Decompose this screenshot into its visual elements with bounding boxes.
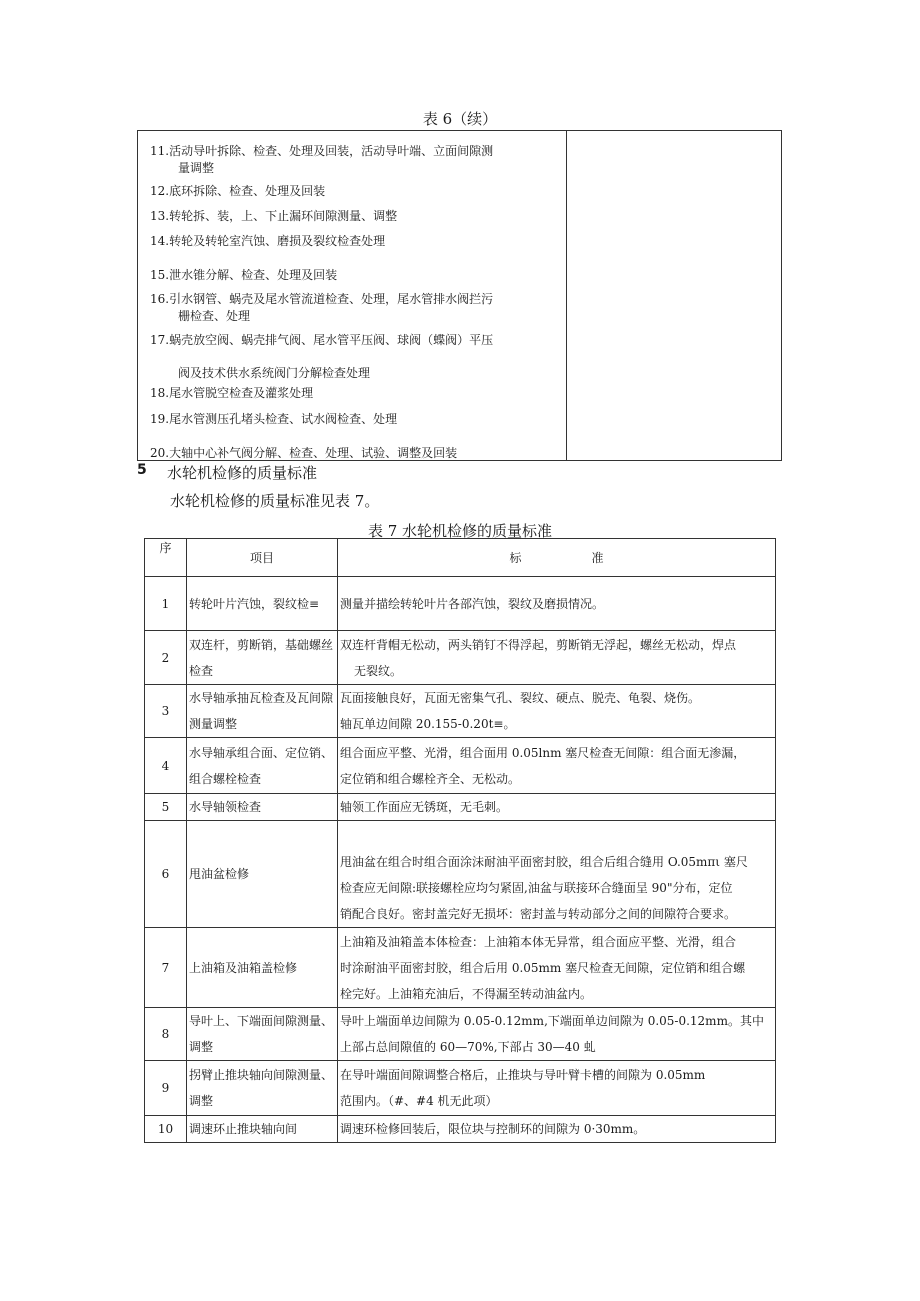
table6-caption: 表 6（续） [422, 110, 498, 128]
item-text: 19.尾水管测压孔堵头检查、试水阀检查、处理 [150, 412, 398, 426]
table-row [145, 928, 776, 1008]
standard-line: 上部占总间隙值的 60—70%,下部占 30—40 虬 [340, 1040, 596, 1054]
standard-line: 无裂纹。 [354, 663, 403, 678]
row-item: 调速环止推块轴向间 [187, 1116, 338, 1143]
table6-item-11 [150, 143, 550, 177]
table6-item-18 [150, 385, 550, 402]
table6-item-17-continuation [150, 365, 550, 382]
table-row [145, 738, 776, 794]
row-standard [338, 928, 776, 1008]
section-number: 5 [137, 462, 147, 478]
standard-line: 轴瓦单边间隙 20.155-0.20t≡。 [340, 717, 516, 731]
standard-line: 栓完好。上油箱充油后，不得漏至转动油盆内。 [340, 986, 593, 1001]
item-text: 12.底环拆除、检查、处理及回装 [150, 184, 326, 198]
row-standard [338, 738, 776, 794]
standard-line: 检查应无间隙:联接螺栓应均匀紧固,油盆与联接环合缝面呈 90"分布，定位 [340, 881, 733, 895]
row-number: 4 [145, 738, 187, 794]
table7 [144, 538, 776, 1143]
standard-line: 测量并描绘转轮叶片各部汽蚀，裂纹及磨损情况。 [340, 596, 605, 611]
table6-item-16 [150, 291, 550, 325]
row-item: 水导轴承抽瓦检查及瓦间隙测量调整 [187, 685, 338, 738]
row-standard [338, 631, 776, 685]
table-row [145, 1116, 776, 1143]
row-number: 8 [145, 1008, 187, 1061]
row-standard [338, 1008, 776, 1061]
item-text: 17.蜗壳放空阀、蜗壳排气阀、尾水管平压阀、球阀（蝶阀）平压 [150, 333, 494, 347]
row-item: 水导轴领检查 [187, 794, 338, 821]
table6-item-15 [150, 267, 550, 284]
table6-item-17 [150, 332, 550, 349]
table-row [145, 1061, 776, 1116]
table-row [145, 1008, 776, 1061]
standard-line: 在导叶端面间隙调整合格后，止推块与导叶臂卡槽的间隙为 0.05mm [340, 1068, 706, 1082]
table-row [145, 821, 776, 928]
row-number: 3 [145, 685, 187, 738]
standard-line: 范围内。（#、#4 机无此项） [340, 1094, 498, 1108]
item-text: 14.转轮及转轮室汽蚀、磨损及裂纹检查处理 [150, 234, 386, 248]
row-item: 上油箱及油箱盖检修 [187, 928, 338, 1008]
table-row [145, 685, 776, 738]
table6-item-12 [150, 183, 550, 200]
row-number: 1 [145, 577, 187, 631]
header-standard-a: 标 [509, 550, 522, 565]
standard-line: 双连杆背帽无松动，两头销钉不得浮起，剪断销无浮起，螺丝无松动，焊点 [340, 637, 737, 652]
section-paragraph: 水轮机检修的质量标准见表 7。 [170, 492, 380, 510]
item-continuation: 栅检查、处理 [178, 309, 251, 323]
row-standard [338, 577, 776, 631]
standard-line: 导叶上端面单边间隙为 0.05-0.12mm,下端面单边间隙为 0.05-0.12mm。其中 [340, 1014, 764, 1028]
item-text: 13.转轮拆、装，上、下止漏环间隙测量、调整 [150, 209, 398, 223]
row-item: 转轮叶片汽蚀，裂纹检≡ [187, 577, 338, 631]
row-item: 水导轴承组合面、定位销、组合螺栓检查 [187, 738, 338, 794]
standard-line: 调速环检修回装后，限位块与控制环的间隙为 0·30mm。 [340, 1122, 646, 1136]
row-standard [338, 685, 776, 738]
standard-line: 轴领工作面应无锈斑，无毛刺。 [340, 800, 509, 814]
standard-line: 上油箱及油箱盖本体检查：上油箱本体无异常，组合面应平整、光滑，组合 [340, 934, 737, 949]
header-standard-b: 准 [591, 550, 604, 565]
table-header-row [145, 539, 776, 577]
standard-line: 甩油盆在组合时组合面涂沫耐油平面密封胶，组合后组合缝用 O.05mπι 塞尺 [340, 855, 748, 869]
standard-line: 瓦面接触良好，瓦面无密集气孔、裂纹、硬点、脱壳、龟裂、烧伤。 [340, 691, 701, 705]
item-text: 20.大轴中心补气阀分解、检查、处理、试验、调整及回装 [150, 446, 458, 460]
item-text: 15.泄水锥分解、检查、处理及回装 [150, 268, 338, 282]
table6 [137, 130, 782, 461]
row-standard [338, 1061, 776, 1116]
header-no: 序 [145, 539, 187, 577]
item-text: 11.活动导叶拆除、检查、处理及回装，活动导叶端、立面间隙测 [150, 144, 494, 158]
item-text: 18.尾水管脱空检查及灌浆处理 [150, 386, 314, 400]
row-item: 拐臂止推块轴向间隙测量、调整 [187, 1061, 338, 1116]
row-number: 5 [145, 794, 187, 821]
standard-line: 组合面应平整、光滑，组合面用 0.05lnm 塞尺检查无间隙：组合面无渗漏， [340, 745, 746, 760]
row-number: 10 [145, 1116, 187, 1143]
standard-line: 销配合良好。密封盖完好无损坏：密封盖与转动部分之间的间隙符合要求。 [340, 907, 737, 921]
header-standard [338, 539, 776, 577]
standard-line: 定位销和组合螺栓齐全、无松动。 [340, 771, 521, 786]
row-number: 6 [145, 821, 187, 928]
row-standard [338, 1116, 776, 1143]
table-row [145, 631, 776, 685]
row-item: 甩油盆检修 [187, 821, 338, 928]
table-row [145, 577, 776, 631]
item-text: 16.引水钢管、蜗壳及尾水管流道检查、处理，尾水管排水阀拦污 [150, 292, 494, 306]
row-number: 2 [145, 631, 187, 685]
section-title: 水轮机检修的质量标准 [167, 464, 318, 482]
table6-column-divider [566, 131, 567, 460]
row-standard [338, 821, 776, 928]
row-standard [338, 794, 776, 821]
header-item: 项目 [187, 539, 338, 577]
table-row [145, 794, 776, 821]
standard-line: 时涂耐油平面密封胶，组合后用 0.05mm 塞尺检查无间隙，定位销和组合螺 [340, 960, 746, 975]
row-number: 7 [145, 928, 187, 1008]
table6-item-14 [150, 233, 550, 250]
item-continuation: 阀及技术供水系统阀门分解检查处理 [178, 366, 371, 380]
row-item: 导叶上、下端面间隙测量、调整 [187, 1008, 338, 1061]
table6-item-13 [150, 208, 550, 225]
table6-item-19 [150, 411, 550, 428]
row-item: 双连杆，剪断销，基础螺丝检查 [187, 631, 338, 685]
table7-caption: 表 7 水轮机检修的质量标准 [367, 522, 553, 540]
table6-item-20 [150, 445, 550, 462]
item-continuation: 量调整 [178, 161, 215, 175]
row-number: 9 [145, 1061, 187, 1116]
